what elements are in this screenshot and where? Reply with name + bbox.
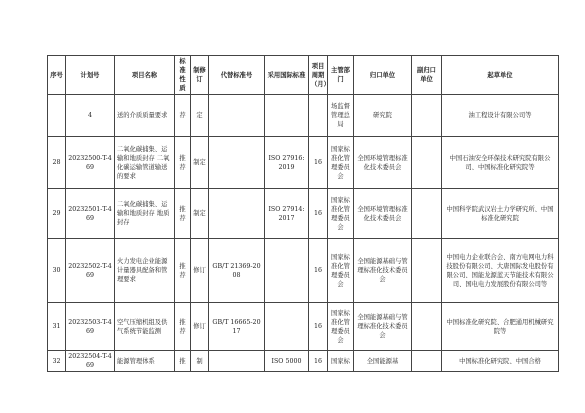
cell-seq: 28 <box>48 137 66 189</box>
table-row <box>48 137 559 189</box>
cell-std-type: 推荐 <box>175 137 191 189</box>
cell-std-type: 推 <box>175 351 191 372</box>
cell-tc: 全国能源基 <box>354 351 412 372</box>
table-row <box>48 239 559 303</box>
cell-revise: 制定 <box>191 189 209 239</box>
cell-intl: ISO 5000 <box>265 351 309 372</box>
cell-intl: ISO 27914:2017 <box>265 189 309 239</box>
cell-revise: 制定 <box>191 137 209 189</box>
header-plan-no: 计划号 <box>66 56 115 95</box>
header-revise: 制修订 <box>191 56 209 95</box>
header-period: 项目周期（月） <box>309 56 328 95</box>
cell-project-name: 送的介质质量要求 <box>115 95 175 137</box>
cell-intl <box>265 239 309 303</box>
cell-replace <box>209 189 265 239</box>
cell-sub-tc <box>412 95 442 137</box>
cell-drafter: 中国科学院武汉岩土力学研究所、中国标准化研究院 <box>442 189 559 239</box>
cell-revise: 修订 <box>191 303 209 351</box>
cell-replace: GB/T 21369-2008 <box>209 239 265 303</box>
cell-revise: 制 <box>191 351 209 372</box>
header-intl: 采用国际标准 <box>265 56 309 95</box>
header-tc: 归口单位 <box>354 56 412 95</box>
header-std-type: 标准性质 <box>175 56 191 95</box>
cell-tc: 全国能源基础与管理标准化技术委员会 <box>354 303 412 351</box>
header-replace: 代替标准号 <box>209 56 265 95</box>
cell-sub-tc <box>412 351 442 372</box>
cell-seq: 31 <box>48 303 66 351</box>
header-project-name: 项目名称 <box>115 56 175 95</box>
cell-project-name: 火力发电企业能源计量器具配备和管理要求 <box>115 239 175 303</box>
cell-replace <box>209 95 265 137</box>
cell-authority: 国家标准化管理委员会 <box>328 189 354 239</box>
cell-project-name: 能源管理体系 <box>115 351 175 372</box>
header-drafter: 起草单位 <box>442 56 559 95</box>
cell-std-type: 推荐 <box>175 239 191 303</box>
cell-period <box>309 95 328 137</box>
cell-seq <box>48 95 66 137</box>
cell-period: 16 <box>309 303 328 351</box>
cell-intl <box>265 303 309 351</box>
cell-project-name: 空气压缩机组及供气系统节能监测 <box>115 303 175 351</box>
cell-drafter: 中国标准化研究院、合肥通用机械研究院等 <box>442 303 559 351</box>
cell-std-type: 推荐 <box>175 303 191 351</box>
cell-sub-tc <box>412 189 442 239</box>
cell-project-name: 二氧化碳捕集、运输和地质封存 二氧化碳运输管道输送的要求 <box>115 137 175 189</box>
cell-seq: 29 <box>48 189 66 239</box>
cell-plan-no: 20232502-T-469 <box>66 239 115 303</box>
cell-authority: 国家标 <box>328 351 354 372</box>
table-row <box>48 351 559 372</box>
cell-plan-no: 4 <box>66 95 115 137</box>
table-header-row <box>48 56 559 95</box>
cell-authority: 国家标准化管理委员会 <box>328 303 354 351</box>
cell-drafter: 中国标准化研究院、中国合格 <box>442 351 559 372</box>
cell-plan-no: 20232500-T-469 <box>66 137 115 189</box>
header-sub-tc: 副归口单位 <box>412 56 442 95</box>
cell-drafter: 油工程设计有限公司等 <box>442 95 559 137</box>
cell-tc: 全国环境管理标准化技术委员会 <box>354 189 412 239</box>
cell-intl <box>265 95 309 137</box>
cell-sub-tc <box>412 137 442 189</box>
standards-plan-table <box>47 55 559 372</box>
cell-seq: 32 <box>48 351 66 372</box>
cell-revise: 定 <box>191 95 209 137</box>
header-seq: 序号 <box>48 56 66 95</box>
cell-authority: 国家标准化管理委员会 <box>328 137 354 189</box>
table-row <box>48 303 559 351</box>
cell-plan-no: 20232504-T-469 <box>66 351 115 372</box>
table-row <box>48 189 559 239</box>
cell-plan-no: 20232501-T-469 <box>66 189 115 239</box>
table-row <box>48 95 559 137</box>
cell-drafter: 中国石油安全环保技术研究院有限公司、中国标准化研究院等 <box>442 137 559 189</box>
cell-replace <box>209 137 265 189</box>
cell-drafter: 中国电力企业联合会、南方电网电力科技股份有限公司、大唐国际发电股份有限公司、国能龙源蓝天节能技术有限公司、国电电力发展股份有限公司等 <box>442 239 559 303</box>
cell-replace: GB/T 16665-2017 <box>209 303 265 351</box>
cell-intl: ISO 27916:2019 <box>265 137 309 189</box>
cell-period: 16 <box>309 239 328 303</box>
cell-authority: 国家标准化管理委员会 <box>328 239 354 303</box>
cell-period: 16 <box>309 137 328 189</box>
cell-tc: 研究院 <box>354 95 412 137</box>
cell-period: 16 <box>309 189 328 239</box>
cell-project-name: 二氧化碳捕集、运输和地质封存 地质封存 <box>115 189 175 239</box>
cell-authority: 场监督管理总局 <box>328 95 354 137</box>
cell-plan-no: 20232503-T-469 <box>66 303 115 351</box>
cell-std-type: 荐 <box>175 95 191 137</box>
cell-revise: 修订 <box>191 239 209 303</box>
cell-tc: 全国能源基础与管理标准化技术委员会 <box>354 239 412 303</box>
cell-seq: 30 <box>48 239 66 303</box>
cell-sub-tc <box>412 239 442 303</box>
header-authority: 主管部门 <box>328 56 354 95</box>
cell-std-type: 推荐 <box>175 189 191 239</box>
cell-period: 16 <box>309 351 328 372</box>
cell-tc: 全国环境管理标准化技术委员会 <box>354 137 412 189</box>
cell-sub-tc <box>412 303 442 351</box>
cell-replace <box>209 351 265 372</box>
